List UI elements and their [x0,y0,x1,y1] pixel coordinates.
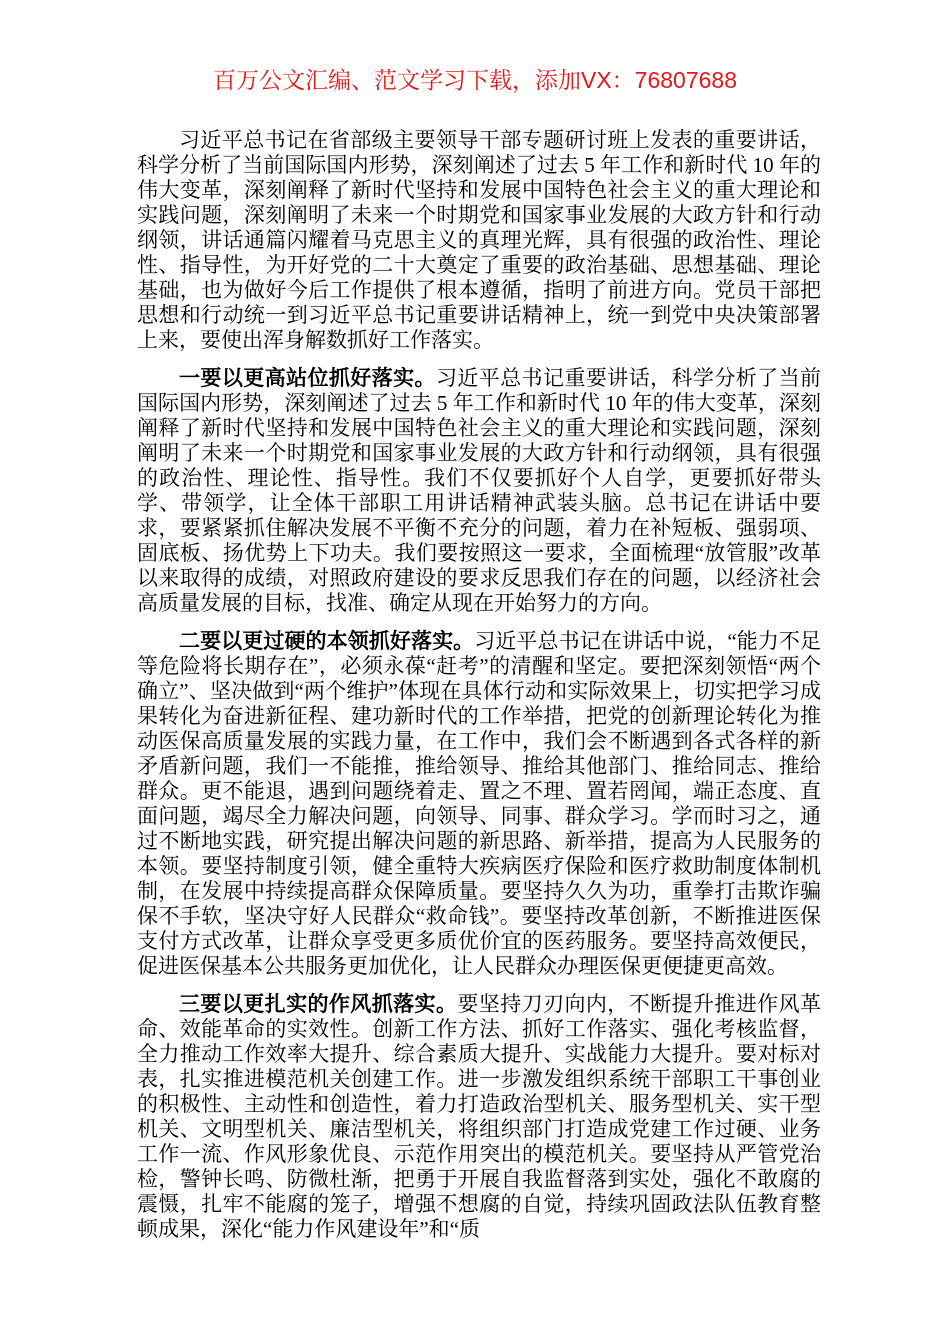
paragraph-intro-text: 习近平总书记在省部级主要领导干部专题研讨班上发表的重要讲话，科学分析了当前国际国内形势，深刻阐述了过去 5 年工作和新时代 10 年的伟大变革，深刻阐释了新时代坚持和发展中国特色社会主义的重大理论和实践问题，深刻阐明了未来一个时期党和国家事业发展的大政方针和行动纲领，讲话通篇闪耀着马克思主义的真理光辉，具有很强的政治性、理论性、指导性，为开好党的二十大奠定了重要的政治基础、思想基础、理论基础，也为做好今后工作提供了根本遵循，指明了前进方向。党员干部把思想和行动统一到习近平总书记重要讲话精神上，统一到党中央决策部署上来，要使出浑身解数抓好工作落实。 [137,128,821,352]
paragraph-intro [137,128,821,353]
paragraph-point-1 [137,366,821,616]
paragraph-point-2 [137,629,821,979]
paragraph-point-1-text: 习近平总书记重要讲话，科学分析了当前国际国内形势，深刻阐述了过去 5 年工作和新时代 10 年的伟大变革，深刻阐释了新时代坚持和发展中国特色社会主义的重大理论和实践问题，深刻阐明了未来一个时期党和国家事业发展的大政方针和行动纲领，具有很强的政治性、理论性、指导性。我们不仅要抓好个人自学，更要抓好带头学、带领学，让全体干部职工用讲话精神武装头脑。总书记在讲话中要求，要紧紧抓住解决发展不平衡不充分的问题，着力在补短板、强弱项、固底板、扬优势上下功夫。我们要按照这一要求，全面梳理“放管服”改革以来取得的成绩，对照政府建设的要求反思我们存在的问题，以经济社会高质量发展的目标，找准、确定从现在开始努力的方向。 [137,366,822,615]
paragraph-point-3-lead: 三要以更扎实的作风抓落实。 [179,993,458,1016]
document-body [137,128,821,1242]
paragraph-point-3-text: 要坚持刀刃向内，不断提升推进作风革命、效能革命的实效性。创新工作方法、抓好工作落实、强化考核监督，全力推动工作效率大提升、综合素质大提升、实战能力大提升。要对标对表，扎实推进模范机关创建工作。进一步激发组织系统干部职工干事创业的积极性、主动性和创造性，着力打造政治型机关、服务型机关、实干型机关、文明型机关、廉洁型机关，将组织部门打造成党建工作过硬、业务工作一流、作风形象优良、示范作用突出的模范机关。要坚持从严管党治检，警钟长鸣、防微杜渐，把勇于开展自我监督落到实处，强化不敢腐的震慑，扎牢不能腐的笼子，增强不想腐的自觉，持续巩固政法队伍教育整顿成果，深化“能力作风建设年”和“质 [137,992,822,1241]
paragraph-point-1-lead: 一要以更高站位抓好落实。 [179,367,436,390]
paragraph-point-2-lead: 二要以更过硬的本领抓好落实。 [179,630,475,653]
promo-header: 百万公文汇编、范文学习下载，添加VX：76807688 [212,67,737,93]
paragraph-point-3 [137,992,821,1242]
paragraph-point-2-text: 习近平总书记在讲话中说，“能力不足等危险将长期存在”，必须永葆“赶考”的清醒和坚定。要把深刻领悟“两个确立”、坚决做到“两个维护”体现在具体行动和实际效果上，切实把学习成果转化为奋进新征程、建功新时代的工作举措，把党的创新理论转化为推动医保高质量发展的实践力量，在工作中，我们会不断遇到各式各样的新矛盾新问题，我们一不能推，推给领导、推给其他部门、推给同志、推给群众。更不能退，遇到问题绕着走、置之不理、置若罔闻，端正态度、直面问题，竭尽全力解决问题，向领导、同事、群众学习。学而时习之，通过不断地实践，研究提出解决问题的新思路、新举措，提高为人民服务的本领。要坚持制度引领，健全重特大疾病医疗保险和医疗救助制度体制机制，在发展中持续提高群众保障质量。要坚持久久为功，重拳打击欺诈骗保不手软，坚决守好人民群众“救命钱”。要坚持改革创新，不断推进医保支付方式改革，让群众享受更多质优价宜的医药服务。要坚持高效便民，促进医保基本公共服务更加优化，让人民群众办理医保更便捷更高效。 [137,629,821,978]
